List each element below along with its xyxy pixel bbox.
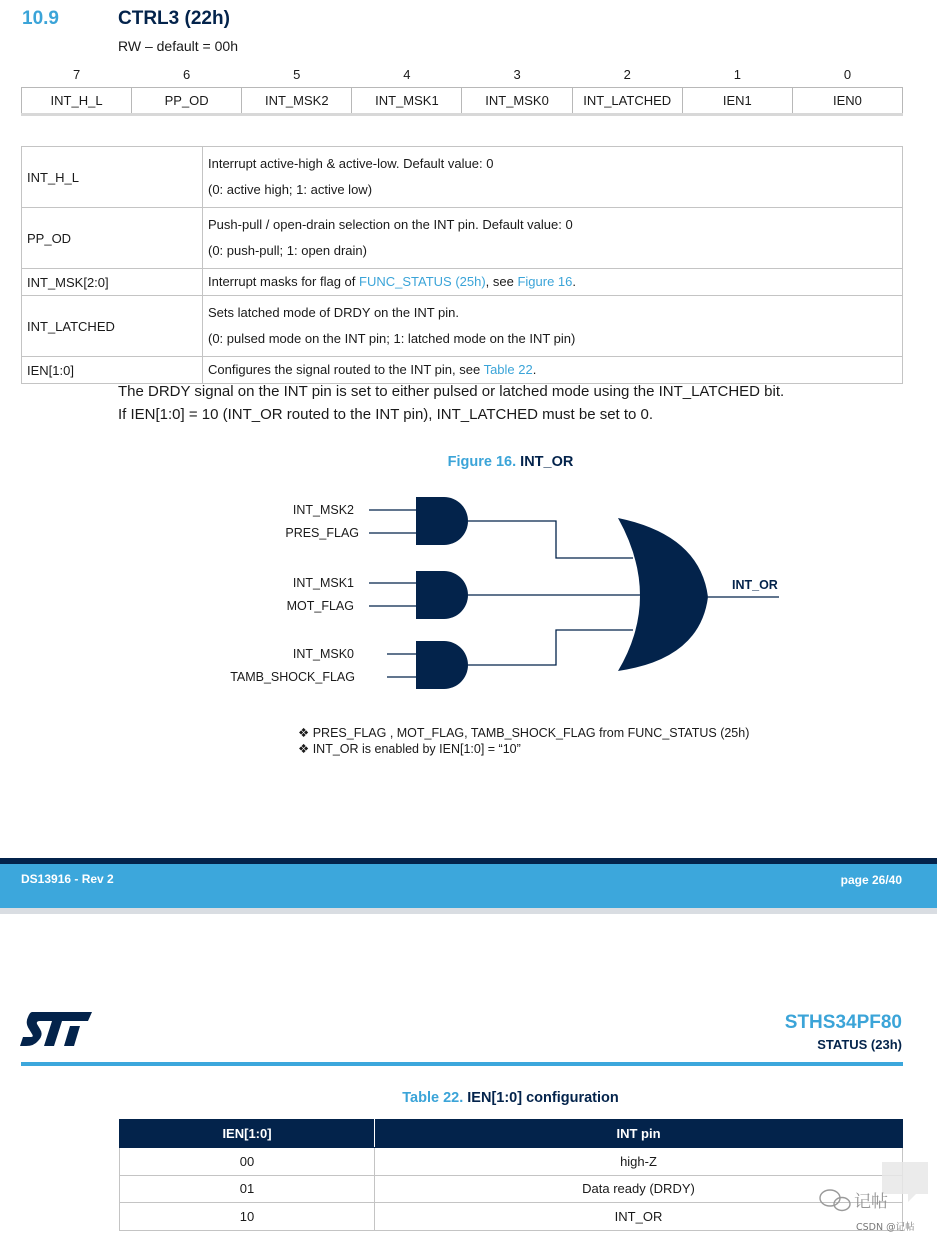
bit-name: IEN1 [682, 87, 792, 114]
bit-number: 2 [623, 66, 631, 82]
watermark [812, 1160, 932, 1238]
description-line: Sets latched mode of DRDY on the INT pin. [208, 305, 459, 320]
bit-number: 6 [183, 66, 191, 82]
bit-name: INT_MSK2 [242, 87, 352, 114]
input-label: MOT_FLAG [286, 599, 354, 613]
description-line: (0: push-pull; 1: open drain) [208, 243, 367, 258]
table-label: Table 22. [402, 1090, 464, 1106]
and-gate-0 [416, 641, 468, 689]
table-header-row [120, 1120, 903, 1148]
header-section: STATUS (23h) [817, 1037, 902, 1052]
input-label: INT_MSK0 [292, 647, 354, 661]
wechat-icon [820, 1190, 850, 1211]
product-name: STHS34PF80 [784, 1012, 902, 1033]
table-cell: Data ready (DRDY) [375, 1175, 903, 1203]
field-name: PP_OD [22, 208, 203, 269]
bullet-icon: ❖ [298, 742, 310, 756]
table-cell: 10 [120, 1203, 375, 1231]
field-description [203, 147, 903, 208]
bit-number: 7 [72, 66, 81, 82]
column-header: INT pin [375, 1120, 903, 1148]
description-line: (0: active high; 1: active low) [208, 182, 373, 197]
figure-16-link[interactable]: Figure 16 [517, 274, 573, 289]
figure-notes [298, 725, 749, 757]
int-or-logic-diagram [0, 480, 937, 710]
page-footer [0, 858, 937, 908]
bit-number: 5 [293, 66, 301, 82]
paragraph-line: The DRDY signal on the INT pin is set to either pulsed or latched mode using the INT_LATCHED bit. [118, 383, 785, 400]
description-text: Interrupt masks for flag of [208, 274, 360, 289]
field-name: INT_MSK[2:0] [22, 269, 203, 296]
section-subtitle: RW – default = 00h [118, 38, 238, 54]
section-number: 10.9 [22, 8, 59, 29]
figure-caption [0, 454, 937, 470]
figure-label: Figure 16. [447, 454, 517, 470]
bit-name: INT_H_L [22, 87, 132, 114]
note-line: ❖ PRES_FLAG , MOT_FLAG, TAMB_SHOCK_FLAG from FUNC_STATUS (25h) [298, 726, 750, 740]
description-text: . [572, 274, 577, 289]
doc-id: DS13916 - Rev 2 [21, 872, 114, 886]
description-text: . [532, 362, 537, 377]
paragraph-line: If IEN[1:0] = 10 (INT_OR routed to the INT pin), INT_LATCHED must be set to 0. [118, 406, 654, 423]
and-gate-2 [416, 497, 468, 545]
table-row [120, 1148, 903, 1176]
and-gate-1 [416, 571, 468, 619]
table-22-link[interactable]: Table 22 [483, 362, 533, 377]
table-cell: 00 [120, 1148, 375, 1176]
bit-name: INT_LATCHED [572, 87, 682, 114]
table-row [120, 1203, 903, 1231]
figure-title: INT_OR [520, 454, 574, 470]
field-name: INT_H_L [22, 147, 203, 208]
input-label: INT_MSK2 [292, 503, 354, 517]
body-paragraph [118, 380, 784, 426]
table-cell: high-Z [375, 1148, 903, 1176]
bit-number: 1 [733, 66, 741, 82]
table-title: IEN[1:0] configuration [467, 1090, 619, 1106]
bit-number: 0 [843, 66, 852, 82]
table-cell: INT_OR [375, 1203, 903, 1231]
bit-name: INT_MSK0 [462, 87, 572, 114]
bit-name-row [22, 87, 903, 114]
bit-name: PP_OD [132, 87, 242, 114]
bit-name: IEN0 [792, 87, 902, 114]
description-text: Configures the signal routed to the INT pin, see [208, 362, 484, 377]
func-status-link[interactable]: FUNC_STATUS (25h) [359, 274, 486, 289]
field-description [203, 269, 903, 296]
description-text: , see [485, 274, 518, 289]
description-line: (0: pulsed mode on the INT pin; 1: latched mode on the INT pin) [208, 331, 576, 346]
note-line: ❖ INT_OR is enabled by IEN[1:0] = “10” [298, 742, 521, 756]
table-row [22, 147, 903, 208]
watermark-text: 记帖 [854, 1192, 888, 1212]
output-label: INT_OR [732, 578, 778, 592]
bit-name: INT_MSK1 [352, 87, 462, 114]
description-line: Push-pull / open-drain selection on the INT pin. Default value: 0 [208, 217, 573, 232]
field-description [203, 208, 903, 269]
table-row [22, 269, 903, 296]
page-number: page 26/40 [840, 873, 902, 887]
register-bitmap-table [21, 62, 903, 116]
bit-number: 3 [513, 66, 521, 82]
input-label: TAMB_SHOCK_FLAG [230, 670, 355, 684]
input-label: PRES_FLAG [285, 526, 359, 540]
field-description [203, 296, 903, 357]
table-row [120, 1175, 903, 1203]
st-logo-icon [18, 1008, 94, 1055]
table-row [22, 208, 903, 269]
bit-number-row [22, 62, 903, 87]
bit-number: 4 [403, 66, 411, 82]
field-name: INT_LATCHED [22, 296, 203, 357]
watermark-sub: CSDN @记帖 [856, 1222, 915, 1233]
section-title: CTRL3 (22h) [118, 8, 230, 29]
table-caption [0, 1090, 937, 1106]
ien-config-table [119, 1119, 903, 1231]
column-header: IEN[1:0] [120, 1120, 375, 1148]
table-cell: 01 [120, 1175, 375, 1203]
field-description-table [21, 146, 903, 384]
field-name: IEN[1:0] [22, 357, 203, 384]
input-label: INT_MSK1 [292, 576, 354, 590]
description-line: Interrupt active-high & active-low. Default value: 0 [208, 156, 494, 171]
table-row [22, 296, 903, 357]
bullet-icon: ❖ [298, 726, 310, 740]
